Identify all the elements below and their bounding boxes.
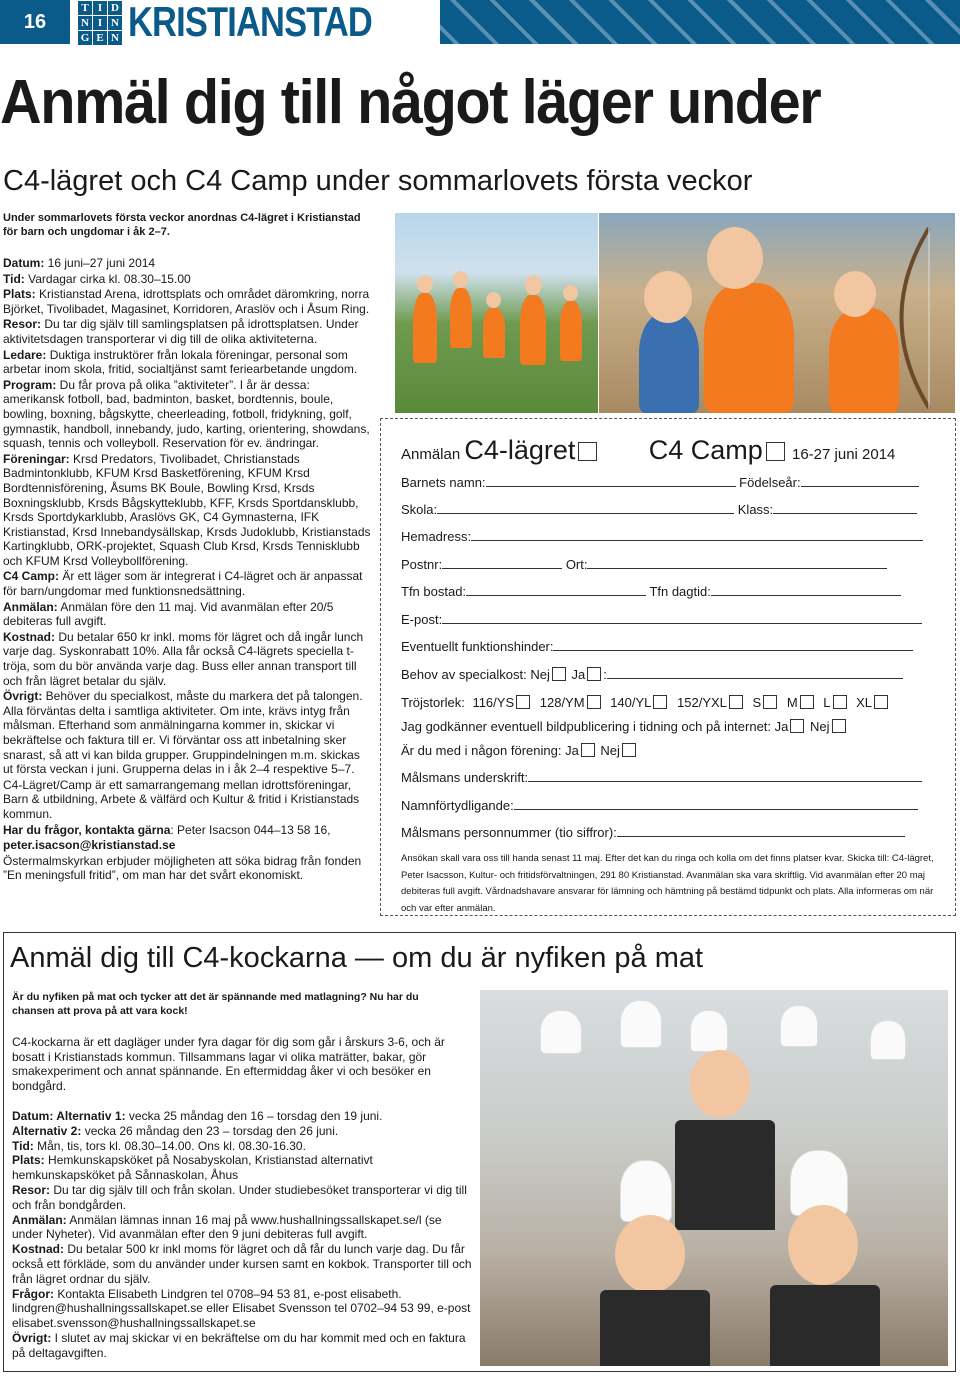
kockarna-text: I slutet av maj skickar vi en bekräftelse om du har kommit med och en faktura på deltagavgiften. (12, 1330, 466, 1360)
kockarna-text: vecka 26 måndag den 23 – torsdag den 26 juni. (81, 1123, 339, 1138)
apron (600, 1290, 710, 1366)
option-c4-camp-label: C4 Camp (648, 435, 763, 465)
article-paragraph (3, 778, 373, 822)
child-head (644, 271, 692, 323)
form-dates: 16-27 juni 2014 (791, 446, 896, 463)
kockarna-body: C4-kockarna är ett dagläger under fyra dagar för dig som går i årskurs 3-6, och är bosatt i Kristianstads kommun. Tillsammans lagar vi olika maträtter, bakar, gör smakexperiment och annat spännande. En eftermiddag åker vi och besöker en bondgård. (12, 1035, 445, 1093)
masthead-stripes (440, 0, 960, 44)
chef-hat (620, 1160, 672, 1222)
personal-number-field[interactable] (617, 825, 905, 837)
c4-camp-checkbox[interactable] (766, 442, 785, 461)
child-figure (450, 288, 472, 348)
article-paragraph (3, 689, 373, 777)
child-head (486, 292, 501, 308)
page-headline: Anmäl dig till något läger under (0, 68, 821, 137)
child-figure (413, 293, 437, 363)
special-diet-field[interactable] (607, 667, 903, 679)
article-paragraph (3, 348, 373, 377)
child-figure (704, 283, 794, 413)
row-school: Skola: Klass: (401, 502, 935, 517)
article-paragraph (3, 823, 373, 838)
row-special-diet: Behov av specialkost: Nej Ja : (401, 667, 935, 682)
article-label: Har du frågor, kontakta gärna (3, 822, 171, 837)
kockarna-paragraph (12, 1242, 472, 1286)
chef-hat (780, 1005, 818, 1047)
child-head (453, 271, 468, 288)
article-text: : Peter Isacson 044–13 58 16, (170, 822, 331, 837)
article-label: Datum: (3, 256, 45, 270)
kockarna-label: Tid: (12, 1138, 34, 1153)
apron (770, 1285, 880, 1366)
kockarna-label: Plats: (12, 1153, 45, 1168)
size-116-checkbox[interactable] (516, 695, 530, 709)
chef-hat (540, 1010, 582, 1054)
article-text: Du tar dig själv till samlingsplatsen på idrottsplatsen. Under aktivitetsdagen transporterar vi dig till de olika aktiviteterna. (3, 317, 359, 346)
kockarna-text: Anmälan lämnas innan 16 maj på www.hushallningssallskapet.se/l (se under Nyheter). Vid avanmälan efter den 9 juni debiteras full avgift. (12, 1212, 442, 1242)
chef-hat (690, 1010, 728, 1052)
row-photo-consent: Jag godkänner eventuell bildpublicering i tidning och på internet: Ja Nej (401, 719, 935, 734)
form-note: Ansökan skall vara oss till handa senast 11 maj. Efter det kan du ringa och kolla om det finns platser kvar. Skicka till: C4-lägret, Peter Isacsson, Kultur- och fritidsförvaltningen, 291 80 Kristianstad. Avanmälan ska vara skriftlig. Vid avanmälan efter 20 maj debiteras full avgift. Vårdnadshavare ansvarar för lämning och hämtning på bestämd tidpunkt och plats. Alla informeras om när och var efter anmälan. (401, 853, 934, 914)
kockarna-paragraph (12, 1331, 472, 1361)
club-no-checkbox[interactable] (622, 743, 636, 757)
archery-bow (869, 223, 949, 413)
home-address-field[interactable] (471, 529, 923, 541)
registration-form (380, 418, 956, 916)
disability-field[interactable] (553, 639, 913, 651)
article-label: Föreningar: (3, 451, 70, 466)
child-head (417, 275, 433, 293)
kockarna-paragraph (12, 1287, 472, 1331)
child-head (563, 285, 578, 301)
chef-hat (620, 1000, 662, 1048)
article-label: peter.isacson@kristianstad.se (3, 838, 176, 853)
photo-consent-no-checkbox[interactable] (832, 719, 846, 733)
guardian-signature-field[interactable] (528, 770, 922, 782)
size-m-checkbox[interactable] (800, 695, 814, 709)
city-title: KRISTIANSTAD (128, 0, 372, 45)
kockarna-details (12, 1109, 472, 1361)
kockarna-paragraph (12, 1213, 472, 1243)
article-paragraph (3, 630, 373, 688)
kockarna-label: Anmälan: (12, 1212, 67, 1227)
article-text: Vardagar cirka kl. 08.30–15.00 (24, 271, 191, 286)
kockarna-label: Datum: Alternativ 1: (12, 1109, 126, 1123)
article-label: Kostnad: (3, 629, 55, 644)
child-head (615, 1215, 685, 1293)
postal-code-field[interactable] (442, 557, 562, 569)
kockarna-label: Frågor: (12, 1286, 54, 1301)
article-label: C4 Camp: (3, 569, 60, 584)
birth-year-field[interactable] (801, 475, 919, 487)
kockarna-text: Hemkunskapsköket på Nosabyskolan, Kristianstad alternativt hemkunskapsköket på Sånnaskolan, Åhus (12, 1153, 373, 1183)
row-address: Hemadress: (401, 529, 935, 544)
child-head (525, 275, 542, 295)
child-head (788, 1205, 858, 1285)
article-text: Östermalmskyrkan erbjuder möjligheten att söka bidrag från fonden ”En meningsfull fritid”, om man har det svårt ekonomiskt. (3, 853, 362, 883)
kockarna-text: vecka 25 måndag den 16 – torsdag den 19 juni. (125, 1109, 383, 1123)
size-s-checkbox[interactable] (763, 695, 777, 709)
row-personal-number: Målsmans personnummer (tio siffror): (401, 825, 935, 840)
kockarna-text: Mån, tis, tors kl. 08.30–14.00. Ons kl. 08.30-16.30. (33, 1138, 306, 1153)
child-figure (520, 295, 546, 365)
special-diet-yes-checkbox[interactable] (587, 667, 601, 681)
article-text: 16 juni–27 juni 2014 (44, 256, 156, 270)
article-paragraph (3, 317, 373, 346)
kockarna-label: Resor: (12, 1182, 51, 1197)
article-label: Tid: (3, 271, 25, 286)
day-phone-field[interactable] (711, 584, 901, 596)
kockarna-paragraph (12, 1139, 472, 1154)
article-text: Är ett läger som är integrerat i C4-lägret och är anpassat för barn/ungdomar med funktionsnedsättning. (3, 569, 363, 599)
article-text: Anmälan före den 11 maj. Vid avanmälan efter 20/5 debiteras full avgift. (3, 599, 334, 629)
size-128-checkbox[interactable] (587, 695, 601, 709)
kockarna-text: Du betalar 500 kr inkl moms för lägret och då får du lunch varje dag. Du får också ett förkläde, som du använder under kursen samt en kokbok. Transporter till och från lägret ordnar du själv. (12, 1242, 472, 1286)
page-number: 16 (0, 0, 70, 44)
kockarna-text: Kontakta Elisabeth Lindgren tel 0708–94 53 81, e-post elisabeth. lindgren@hushallningssallskapet.se eller Elisabet Svensson tel 0702–94 53 99, e-post elisabet.svensson@hushallningssallskapet.se (12, 1286, 471, 1331)
child-head (690, 1050, 750, 1118)
kockarna-paragraph (12, 1183, 472, 1213)
club-yes-checkbox[interactable] (581, 743, 595, 757)
name-clarification-field[interactable] (514, 798, 918, 810)
apron (675, 1120, 775, 1230)
c4-lagret-checkbox[interactable] (578, 442, 597, 461)
row-email: E-post: (401, 612, 935, 627)
camp-photo-field (395, 213, 598, 413)
class-field[interactable] (773, 502, 917, 514)
article-paragraph (3, 378, 373, 451)
kockarna-paragraph (12, 1109, 472, 1124)
child-figure (639, 313, 699, 413)
article-text: Behöver du specialkost, måste du markera det på talongen. Alla förväntas delta i samtliga aktiviteter. Om inte, krävs intyg från målsman. Efterhand som anmälningarna kommer in, skickar vi bekräftelse och faktura till er. Vi förväntar oss att inbetalning sker snarast, så att vi kan bilda grupper. Gruppindelningen m.m. skickas ut första veckan i juni. Grupperna delas in i åk 2–4 respektive 5–7. (3, 689, 363, 777)
kockarna-paragraph (12, 1153, 472, 1183)
kockarna-paragraph (12, 1124, 472, 1139)
row-phone: Tfn bostad: Tfn dagtid: (401, 584, 935, 599)
option-c4-lagret-label: C4-lägret (464, 435, 576, 465)
article-label: Övrigt: (3, 689, 43, 704)
article-text: Du får prova på olika ”aktiviteter”. I år är dessa: amerikansk fotboll, bad, badminton, basket, bordtennis, boule, bowling, boxning, bågskytte, cheerleading, fotboll, fridykning, golf, gymnastik, handboll, innebandy, judo, karting, orientering, showdans, squash, tennis och volleyboll. Reservation för ev. ändringar. (3, 377, 370, 451)
article-text: Du betalar 650 kr inkl. moms för lägret och då ingår lunch varje dag. Syskonrabatt 10%. Alla får också C4-lägrets speciella t-tröja, som du bör använda varje dag. Buss eller annan transport till och från lägret betalar du själv. (3, 629, 364, 688)
row-name-clarification: Namnförtydligande: (401, 798, 935, 813)
article-paragraph (3, 569, 373, 598)
child-figure (483, 308, 505, 358)
article-label: Ledare: (3, 347, 47, 362)
size-140-checkbox[interactable] (653, 695, 667, 709)
photo-consent-yes-checkbox[interactable] (790, 719, 804, 733)
article-text: C4-Lägret/Camp är ett samarrangemang mellan idrottsföreningar, Barn & utbildning, Arbete & välfärd och Kultur & fritid i Kristianstads kommun. (3, 777, 360, 821)
article-label: Anmälan: (3, 599, 58, 614)
article-label: Plats: (3, 287, 36, 302)
row-disability: Eventuellt funktionshinder: (401, 639, 935, 654)
child-name-field[interactable] (486, 475, 736, 487)
article-text: Kristianstad Arena, idrottsplats och området däromkring, norra Björket, Tivolibadet, Magasinet, Korridoren, Araslöv och i Åsum Ring. (3, 287, 370, 316)
article-intro: Under sommarlovets första veckor anordnas C4-lägret i Kristianstad för barn och ungdomar i åk 2–7. (3, 212, 361, 238)
camp-photo-archery (599, 213, 955, 413)
article-paragraph (3, 600, 373, 629)
kockarna-label: Övrigt: (12, 1330, 52, 1345)
sub-headline: C4-lägret och C4 Camp under sommarlovets första veckor (3, 165, 753, 197)
kockarna-text: Du tar dig själv till och från skolan. Under studiebesöket transporterar vi dig till och från bondgården. (12, 1182, 467, 1212)
home-phone-field[interactable] (466, 584, 646, 596)
row-postal: Postnr: Ort: (401, 557, 935, 572)
article-paragraph (3, 272, 373, 287)
row-shirt-size: Tröjstorlek: 116/YS 128/YM 140/YL 152/YXL S M L XL (401, 695, 935, 710)
special-diet-no-checkbox[interactable] (552, 667, 566, 681)
article-label: Program: (3, 377, 57, 392)
size-xl-checkbox[interactable] (874, 695, 888, 709)
tidningen-logo: T I D N I N G E N (78, 1, 122, 45)
article-text: Duktiga instruktörer från lokala föreningar, personal som arbetar inom skola, fritid, socialtjänst samt feriearbetande ungdom. (3, 347, 358, 377)
size-l-checkbox[interactable] (833, 695, 847, 709)
kockarna-label: Kostnad: (12, 1242, 64, 1257)
child-head (707, 227, 763, 289)
article-paragraph (3, 854, 373, 883)
form-anmalan-label: Anmälan (401, 446, 461, 463)
form-header (401, 435, 935, 466)
kockarna-intro: Är du nyfiken på mat och tycker att det är spännande med matlagning? Nu har du chansen att prova på att vara kock! (12, 991, 419, 1017)
article-paragraph (3, 452, 373, 569)
article-text: Krsd Predators, Tivolibadet, Christianstads Badmintonklubb, KFUM Krsd Basketförening, KFUM Krsd Bordtennisförening, Åsums BK Boule, Bowling Krsd, Krsds Boxningsklubb, Krsds Bågskytteklubb, KFF, Krsds Sportdansklubb, Krsds Sportdykarklubb, Araslövs GK, C4 Gymnasterna, IFK Kristianstad, Krsd Innebandysällskap, Krsds Judoklubb, Kristianstads Kartingklubb, ORK-projektet, Squash Club Krsd, Krsds Tennisklubb och KFUM Krsd Volleybollförening. (3, 451, 371, 568)
cooking-photo (480, 990, 948, 1366)
chef-hat (870, 1020, 906, 1060)
row-guardian-signature: Målsmans underskrift: (401, 770, 935, 785)
article-paragraph (3, 838, 373, 853)
article-paragraph (3, 256, 373, 271)
kockarna-label: Alternativ 2: (12, 1123, 82, 1138)
city-field[interactable] (587, 557, 887, 569)
row-club: Är du med i någon förening: Ja Nej (401, 743, 935, 758)
email-field[interactable] (442, 612, 922, 624)
school-field[interactable] (437, 502, 734, 514)
size-152-checkbox[interactable] (729, 695, 743, 709)
article-label: Resor: (3, 317, 42, 332)
kockarna-title: Anmäl dig till C4-kockarna — om du är nyfiken på mat (10, 942, 704, 974)
article-body (3, 256, 373, 884)
child-figure (560, 301, 582, 361)
article-paragraph (3, 287, 373, 316)
row-name: Barnets namn: Födelseår: (401, 475, 935, 490)
